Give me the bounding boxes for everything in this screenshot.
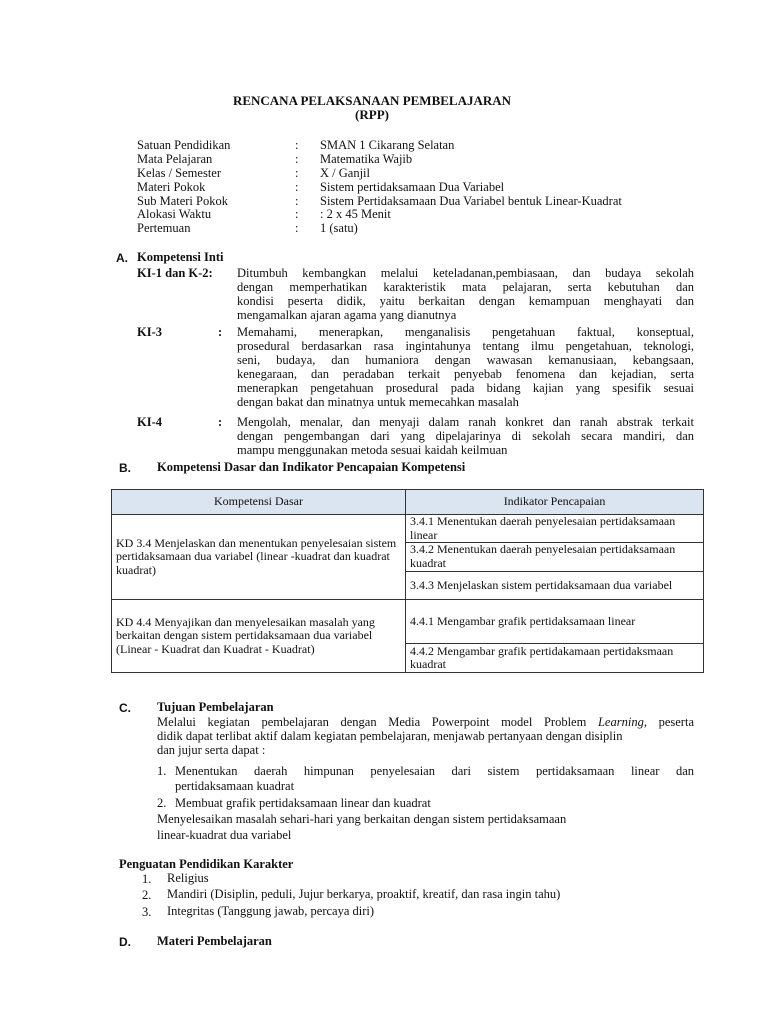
identity-label: Satuan Pendidikan: [137, 138, 231, 152]
table-row: [112, 600, 704, 644]
ki-line: Ditumbuh kembangkan melalui keteladanan,pembiasaan, dan budaya sekolah: [237, 266, 694, 280]
identity-label: Sub Materi Pokok: [137, 194, 228, 208]
tujuan-item: [175, 764, 694, 794]
kd-table: [111, 489, 704, 673]
ki-line: kenegaraan, dan peradaban terkait penyebab fenomena dan kejadian, serta: [237, 367, 694, 381]
ki-line: seni, budaya, dan humaniora dengan wawasan kemanusiaan, kebangsaan,: [237, 353, 694, 367]
section-d-title: Materi Pembelajaran: [157, 934, 272, 948]
ki-line: prosedural berdasarkan rasa ingintahunya tentang ilmu pengetahuan, teknologi,: [237, 339, 694, 353]
karakter-num: 3.: [142, 905, 152, 919]
ki-1-2-label: KI-1 dan K-2:: [137, 266, 213, 280]
intro-italic: Learning: [597, 715, 644, 729]
table-header-row: [112, 490, 704, 515]
document-title: RENCANA PELAKSANAAN PEMBELAJARAN: [232, 93, 512, 108]
ki-line: dengan bakat dan minatnya untuk memecahkan masalah: [237, 395, 519, 409]
indicator-cell: 3.4.3 Menjelaskan sistem pertidaksamaan dua variabel: [406, 571, 704, 599]
extra-line: Menyelesaikan masalah sehari-hari yang berkaitan dengan sistem pertidaksamaan: [157, 812, 567, 826]
identity-colon: :: [295, 180, 299, 194]
indicator-cell: 4.4.1 Mengambar grafik pertidaksamaan linear: [406, 600, 704, 644]
kd-cell: KD 4.4 Menyajikan dan menyelesaikan masalah yang berkaitan dengan sistem pertidaksamaan dua variabel (Linear - Kuadrat dan Kuadrat - Kuadrat): [112, 600, 406, 673]
intro-text: Melalui kegiatan pembelajaran dengan Media Powerpoint model Problem: [157, 715, 598, 729]
identity-value: : 2 x 45 Menit: [320, 207, 391, 221]
karakter-item: Religius: [167, 871, 209, 885]
tujuan-num: 2.: [157, 796, 167, 810]
tujuan-item: Membuat grafik pertidaksamaan linear dan kuadrat: [175, 796, 431, 810]
identity-colon: :: [295, 166, 299, 180]
extra-line: linear-kuadrat dua variabel: [157, 828, 292, 842]
section-a-letter: A.: [116, 251, 128, 265]
indicator-cell: 3.4.2 Menentukan daerah penyelesaian pertidaksamaan kuadrat: [406, 543, 704, 571]
ki-line: mengamalkan ajaran agama yang dianutnya: [237, 308, 457, 322]
identity-value: Sistem pertidaksamaan Dua Variabel: [320, 180, 505, 194]
table-row: [112, 515, 704, 543]
identity-value: X / Ganjil: [320, 166, 370, 180]
identity-label: Pertemuan: [137, 221, 191, 235]
section-a-title: Kompetensi Inti: [137, 250, 224, 264]
identity-value: SMAN 1 Cikarang Selatan: [320, 138, 455, 152]
section-b-letter: B.: [119, 461, 131, 475]
identity-value: 1 (satu): [320, 221, 358, 235]
karakter-item: Mandiri (Disiplin, peduli, Jujur berkarya, proaktif, kreatif, dan rasa ingin tahu): [167, 887, 561, 901]
ki-3-label: KI-3: [137, 325, 162, 339]
intro-line: dan jujur serta dapat :: [157, 743, 266, 757]
section-c-title: Tujuan Pembelajaran: [157, 700, 274, 714]
identity-colon: :: [295, 138, 299, 152]
karakter-num: 1.: [142, 872, 152, 886]
identity-label: Kelas / Semester: [137, 166, 222, 180]
identity-colon: :: [295, 194, 299, 208]
identity-label: Mata Pelajaran: [137, 152, 213, 166]
ki-4-text: [237, 415, 694, 457]
intro-line: [157, 715, 694, 729]
tujuan-line: pertidaksamaan kuadrat: [175, 779, 295, 793]
tujuan-intro: [157, 715, 694, 757]
section-d-letter: D.: [119, 935, 131, 949]
ki-3-text: [237, 325, 694, 409]
kd-cell: KD 3.4 Menjelaskan dan menentukan penyelesaian sistem pertidaksamaan dua variabel (linear -kuadrat dan kuadrat kuadrat): [112, 515, 406, 600]
tujuan-line: Menentukan daerah himpunan penyelesaian dari sistem pertidaksamaan linear dan: [175, 764, 694, 778]
indicator-cell: 4.4.2 Mengambar grafik pertidakamaan pertidaksmaan kuadrat: [406, 644, 704, 673]
table-header-kd: Kompetensi Dasar: [112, 490, 406, 515]
identity-value: Sistem Pertidaksamaan Dua Variabel bentuk Linear-Kuadrat: [320, 194, 622, 208]
ki-4-colon: :: [218, 415, 223, 429]
document-subtitle: (RPP): [355, 107, 389, 122]
karakter-title: Penguatan Pendidikan Karakter: [119, 857, 294, 871]
indicator-cell: 3.4.1 Menentukan daerah penyelesaian pertidaksamaan linear: [406, 515, 704, 543]
ki-line: kondisi peserta didik, yaitu berkaitan dengan kemampuan menghayati dan: [237, 294, 694, 308]
karakter-item: Integritas (Tanggung jawab, percaya diri): [167, 904, 375, 918]
ki-line: dengan memperhatikan karakteristik mata pelajaran, serta kebutuhan dan: [237, 280, 694, 294]
section-c-letter: C.: [119, 701, 131, 715]
identity-colon: :: [295, 152, 299, 166]
table-header-indikator: Indikator Pencapaian: [406, 490, 704, 515]
karakter-num: 2.: [142, 888, 152, 902]
ki-line: Mengolah, menalar, dan menyaji dalam ranah konkret dan ranah abstrak terkait: [237, 415, 694, 429]
ki-line: dengan pengembangan dari yang dipelajarinya di sekolah secara mandiri, dan: [237, 429, 694, 443]
section-b-title: Kompetensi Dasar dan Indikator Pencapaian Kompetensi: [157, 460, 466, 474]
ki-3-colon: :: [218, 325, 223, 339]
identity-value: Matematika Wajib: [320, 152, 413, 166]
ki-line: Memahami, menerapkan, menganalisis pengetahuan faktual, konseptual,: [237, 325, 694, 339]
intro-line: didik dapat terlibat aktif dalam kegiatan pembelajaran, menjawab pertanyaan dengan disiplin: [157, 729, 623, 743]
tujuan-num: 1.: [157, 764, 167, 778]
identity-label: Materi Pokok: [137, 180, 206, 194]
identity-label: Alokasi Waktu: [137, 207, 212, 221]
ki-4-label: KI-4: [137, 415, 162, 429]
identity-colon: :: [295, 221, 299, 235]
identity-colon: :: [295, 207, 299, 221]
intro-text: , peserta: [643, 715, 694, 729]
ki-line: menerapkan pengetahuan prosedural pada bidang kajian yang spesifik sesuai: [237, 381, 694, 395]
tujuan-extra: [157, 812, 694, 843]
ki-1-2-text: [237, 266, 694, 322]
ki-line: mampu menggunakan metoda sesuai kaidah keilmuan: [237, 443, 508, 457]
